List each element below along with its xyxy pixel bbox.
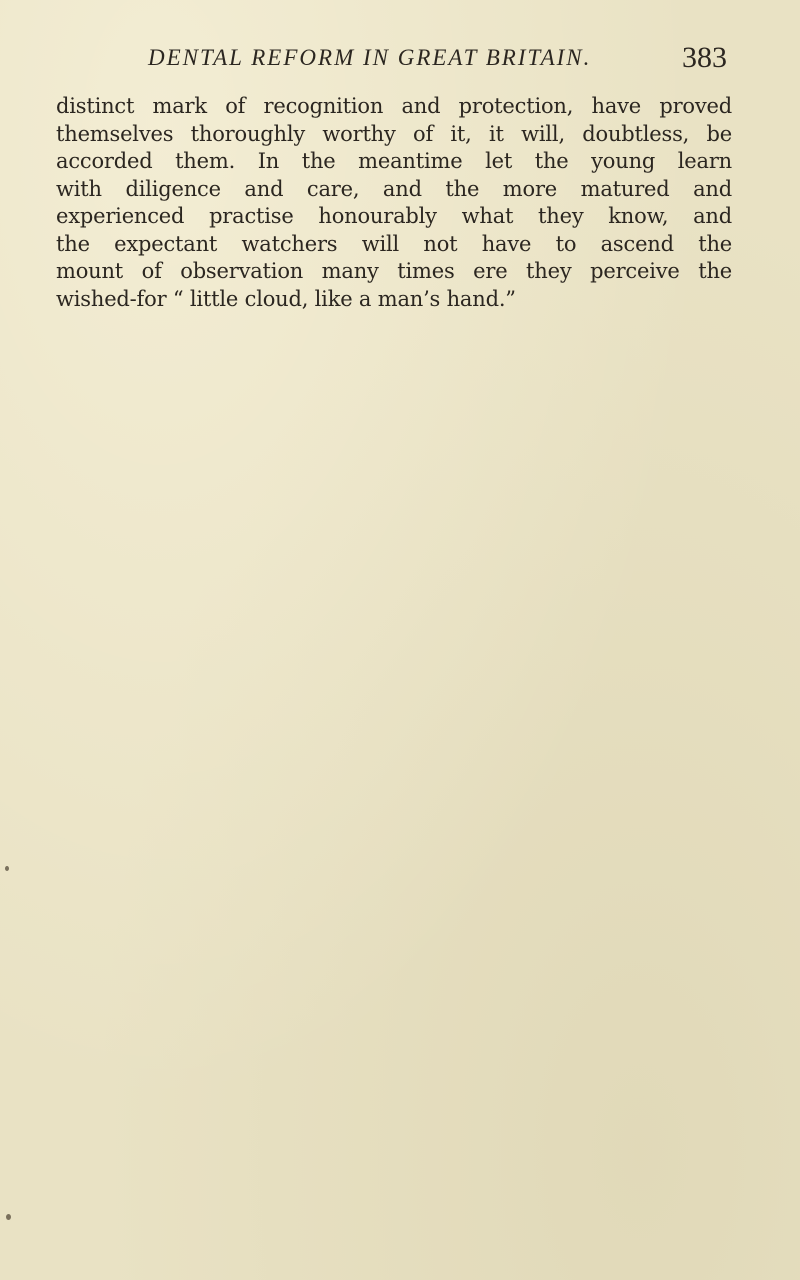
running-head bbox=[0, 41, 800, 92]
body-paragraph bbox=[56, 93, 732, 313]
running-title: DENTAL REFORM IN GREAT BRITAIN. bbox=[148, 45, 592, 70]
text-line: the expectant watchers will not have to ascend the bbox=[56, 231, 732, 256]
text-line: distinct mark of recognition and protection, have proved bbox=[56, 94, 732, 118]
paper-speck bbox=[6, 1214, 11, 1220]
text-line: themselves thoroughly worthy of it, it will, doubtless, be bbox=[56, 121, 732, 146]
text-line: accorded them. In the meantime let the young learn bbox=[56, 149, 732, 173]
paper-speck bbox=[5, 866, 9, 871]
text-line: experienced practise honourably what they know, and bbox=[56, 204, 732, 228]
text-line: wished-for “ little cloud, like a man’s hand.” bbox=[56, 286, 516, 311]
text-line: mount of observation many times ere they perceive the bbox=[56, 259, 732, 283]
page-number: 383 bbox=[682, 41, 727, 74]
text-line: with diligence and care, and the more matured and bbox=[56, 176, 732, 201]
